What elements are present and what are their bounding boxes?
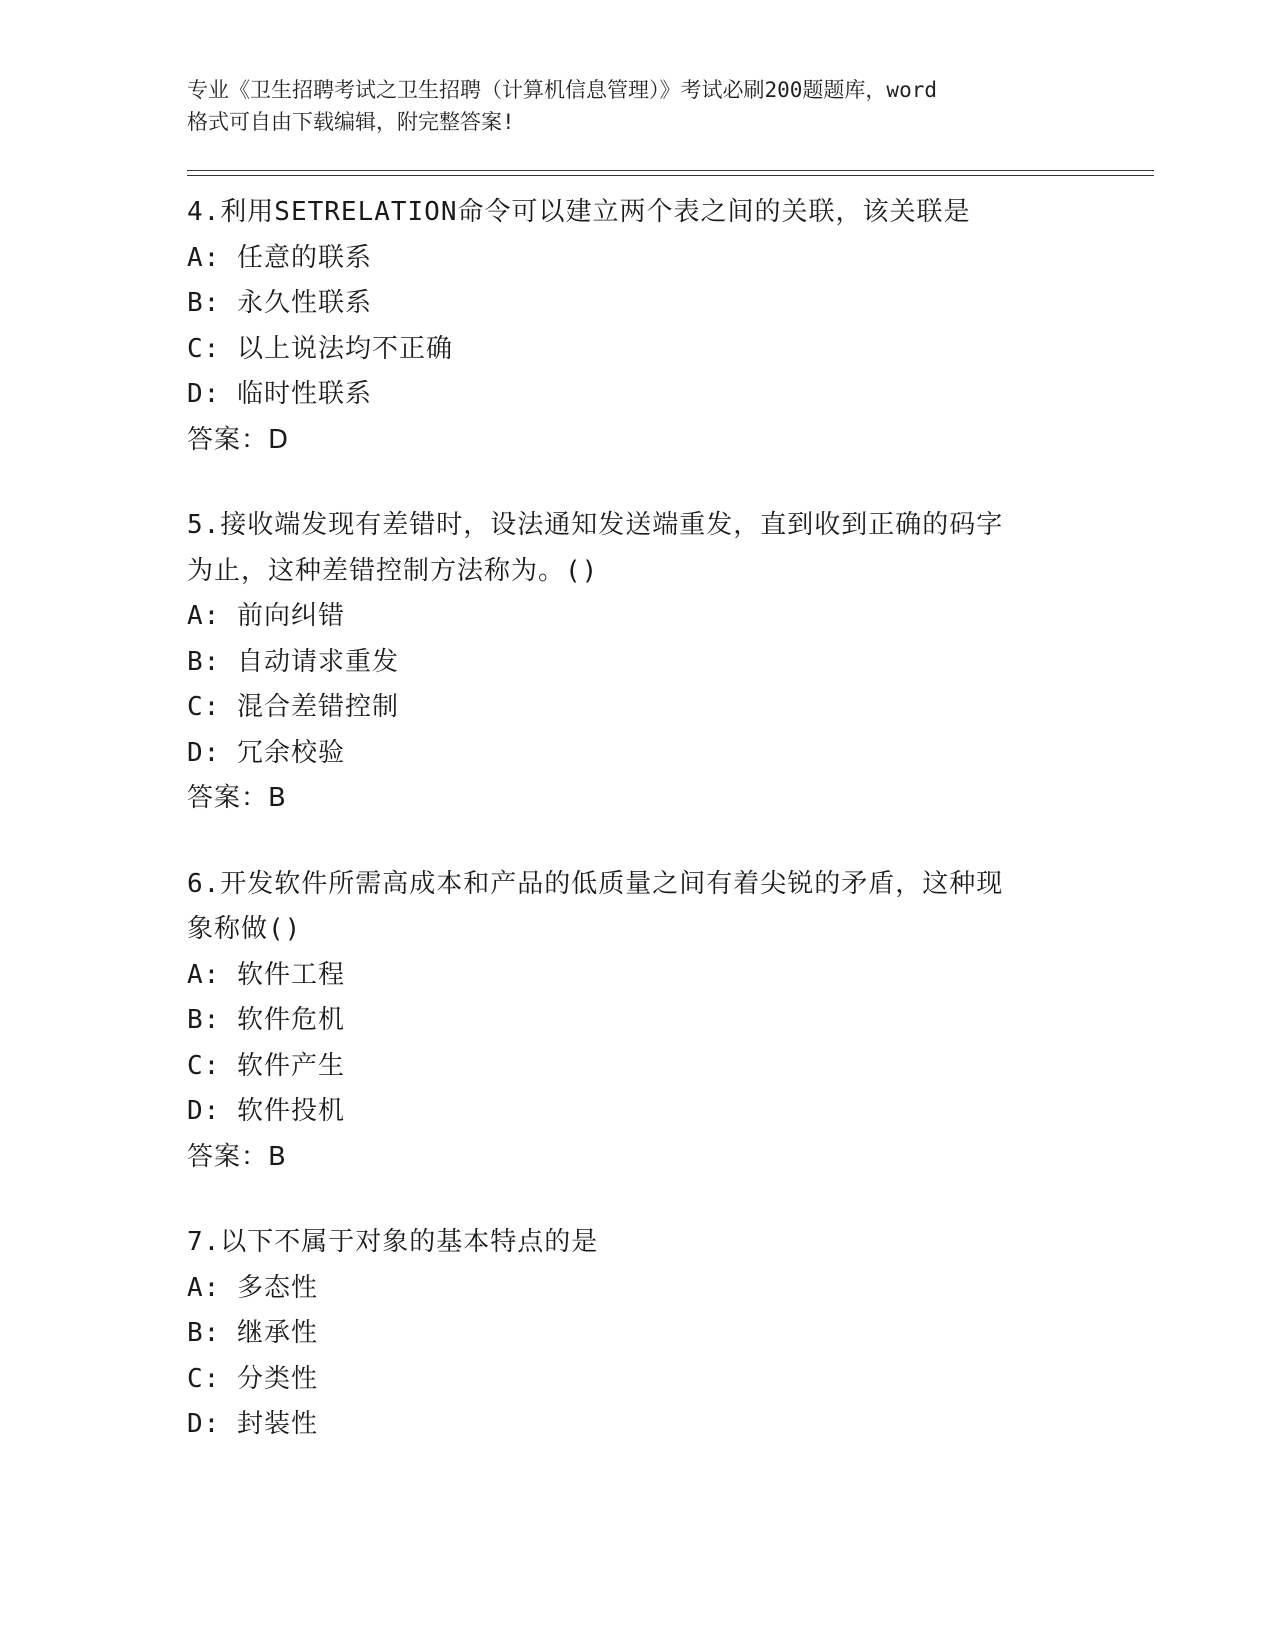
- option-c: C: 软件产生: [187, 1050, 345, 1081]
- document-header: [187, 74, 1087, 138]
- option-d: D: 封装性: [187, 1409, 318, 1439]
- header-line-1: 专业《卫生招聘考试之卫生招聘（计算机信息管理）》考试必刷200题题库，word: [187, 78, 937, 102]
- question-text: 5.接收端发现有差错时，设法通知发送端重发，直到收到正确的码字: [187, 510, 1004, 540]
- option-b: B: 软件危机: [187, 1005, 345, 1035]
- question-5: [187, 503, 1087, 822]
- option-b: B: 永久性联系: [187, 288, 372, 318]
- option-d: D: 临时性联系: [187, 379, 372, 409]
- question-6: [187, 862, 1087, 1181]
- header-rule-top: [187, 170, 1154, 171]
- answer: 答案：B: [187, 783, 287, 813]
- header-line-2: 格式可自由下载编辑，附完整答案!: [187, 110, 515, 134]
- option-a: A: 多态性: [187, 1272, 318, 1303]
- option-c: C: 分类性: [187, 1363, 318, 1394]
- option-c: C: 以上说法均不正确: [187, 333, 453, 364]
- question-text: 4.利用SETRELATION命令可以建立两个表之间的关联，该关联是: [187, 197, 971, 227]
- question-text-continued: 象称做(): [187, 914, 302, 944]
- answer: 答案：B: [187, 1141, 287, 1172]
- question-7: [187, 1220, 1087, 1448]
- option-c: C: 混合差错控制: [187, 692, 399, 722]
- option-b: B: 继承性: [187, 1318, 318, 1348]
- question-4: [187, 190, 1087, 463]
- option-b: B: 自动请求重发: [187, 646, 399, 677]
- header-rule-bottom: [187, 175, 1154, 176]
- question-text-continued: 为止，这种差错控制方法称为。(): [187, 555, 599, 586]
- question-text: 6.开发软件所需高成本和产品的低质量之间有着尖锐的矛盾，这种现: [187, 868, 1004, 899]
- option-d: D: 冗余校验: [187, 737, 345, 768]
- option-a: A: 任意的联系: [187, 242, 372, 273]
- answer: 答案：D: [187, 424, 290, 455]
- option-d: D: 软件投机: [187, 1096, 345, 1126]
- question-list: [187, 190, 1087, 1488]
- option-a: A: 前向纠错: [187, 601, 345, 631]
- question-text: 7.以下不属于对象的基本特点的是: [187, 1227, 599, 1257]
- option-a: A: 软件工程: [187, 959, 345, 990]
